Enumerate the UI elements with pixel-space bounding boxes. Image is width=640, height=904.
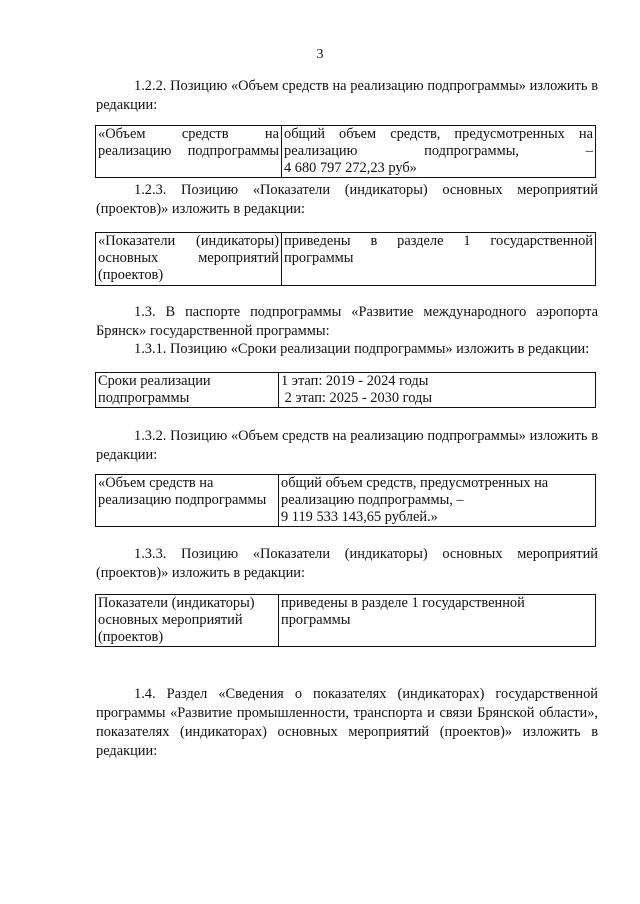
- paragraph-text: 1.3. В паспорте подпрограммы «Развитие международного аэропорта Брянск» государственной программы:: [96, 304, 598, 339]
- table-cell-left: Сроки реализации подпрограммы: [96, 373, 279, 408]
- paragraph-1-3: [96, 303, 598, 341]
- table-row: [96, 373, 596, 408]
- table-row: [96, 475, 596, 527]
- table-cell-right: 1 этап: 2019 - 2024 годы 2 этап: 2025 - 2030 годы: [279, 373, 596, 408]
- paragraph-1-2-2: [96, 77, 598, 115]
- table-cell-right: приведены в разделе 1 государственной программы: [282, 233, 596, 286]
- table-1-2-2: [95, 125, 596, 178]
- paragraph-1-3-1: [96, 340, 598, 359]
- table-row: [96, 126, 596, 178]
- table-1-3-1: [95, 372, 596, 408]
- paragraph-1-3-3: [96, 545, 598, 583]
- paragraph-text: 1.3.2. Позицию «Объем средств на реализацию подпрограммы» изложить в редакции:: [96, 428, 598, 463]
- paragraph-1-4: [96, 685, 598, 761]
- table-cell-left: «Объем средств на реализацию подпрограммы: [96, 126, 282, 178]
- table-cell-right: общий объем средств, предусмотренных на реализацию подпрограммы, – 9 119 533 143,65 рублей.»: [279, 475, 596, 527]
- table-cell-right: приведены в разделе 1 государственной программы: [279, 595, 596, 647]
- table-cell-left: «Объем средств на реализацию подпрограммы: [96, 475, 279, 527]
- table-1-3-2: [95, 474, 596, 527]
- table-row: [96, 595, 596, 647]
- paragraph-text: 1.2.3. Позицию «Показатели (индикаторы) основных мероприятий (проектов)» изложить в редакции:: [96, 182, 598, 217]
- paragraph-text: 1.3.1. Позицию «Сроки реализации подпрограммы» изложить в редакции:: [134, 341, 590, 357]
- table-1-3-3: [95, 594, 596, 647]
- paragraph-text: 1.3.3. Позицию «Показатели (индикаторы) основных мероприятий (проектов)» изложить в редакции:: [96, 546, 598, 581]
- table-row: [96, 233, 596, 286]
- paragraph-1-2-3: [96, 181, 598, 219]
- table-cell-left: «Показатели (индикаторы) основных мероприятий (проектов): [96, 233, 282, 286]
- table-cell-right: общий объем средств, предусмотренных на реализацию подпрограммы, – 4 680 797 272,23 руб»: [282, 126, 596, 178]
- paragraph-1-3-2: [96, 427, 598, 465]
- table-cell-left: Показатели (индикаторы) основных мероприятий (проектов): [96, 595, 279, 647]
- table-1-2-3: [95, 232, 596, 286]
- page-number: 3: [316, 47, 324, 62]
- paragraph-text: 1.4. Раздел «Сведения о показателях (индикаторах) государственной программы «Развитие промышленности, транспорта и связи Брянской области», показателях (индикаторах) основных мероприятий (проектов)» изложить в редакции:: [96, 686, 598, 759]
- paragraph-text: 1.2.2. Позицию «Объем средств на реализацию подпрограммы» изложить в редакции:: [96, 78, 598, 113]
